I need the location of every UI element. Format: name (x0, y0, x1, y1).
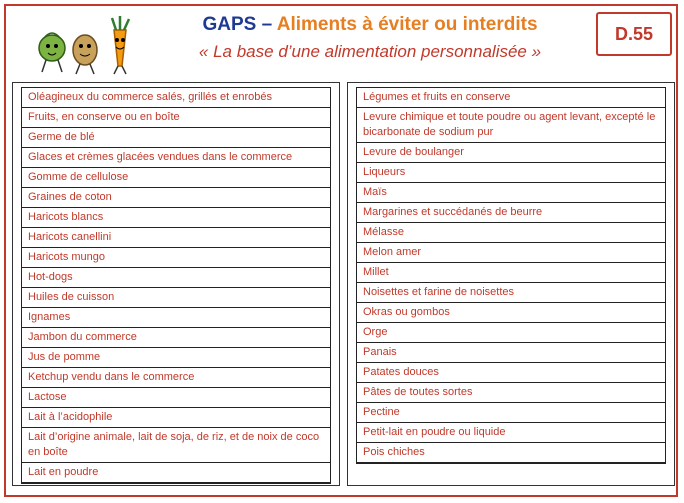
list-item: Melon amer (356, 243, 666, 263)
list-item: Légumes et fruits en conserve (356, 87, 666, 108)
list-item: Jus de pomme (21, 348, 331, 368)
list-item: Pâtes de toutes sortes (356, 383, 666, 403)
list-item: Petit-lait en poudre ou liquide (356, 423, 666, 443)
list-item: Maïs (356, 183, 666, 203)
list-item: Pectine (356, 403, 666, 423)
list-item: Fruits, en conserve ou en boîte (21, 108, 331, 128)
list-item: Panais (356, 343, 666, 363)
list-item: Ignames (21, 308, 331, 328)
list-item: Haricots canellini (21, 228, 331, 248)
list-item: Gomme de cellulose (21, 168, 331, 188)
list-item: Haricots blancs (21, 208, 331, 228)
list-item: Oléagineux du commerce salés, grillés et enrobés (21, 87, 331, 108)
list-item: Lait d’origine animale, lait de soja, de riz, et de noix de coco en boîte (21, 428, 331, 463)
list-item: Lait à l’acidophile (21, 408, 331, 428)
list-item: Lait en poudre (21, 463, 331, 484)
right-food-list (347, 82, 675, 486)
page-title (160, 14, 580, 36)
left-food-list (12, 82, 340, 486)
list-item: Levure de boulanger (356, 143, 666, 163)
list-item: Lactose (21, 388, 331, 408)
list-item: Liqueurs (356, 163, 666, 183)
list-item: Pois chiches (356, 443, 666, 464)
document-code-badge: D.55 (596, 12, 672, 56)
list-item: Haricots mungo (21, 248, 331, 268)
page-subtitle: « La base d’une alimentation personnalisée » (198, 42, 542, 61)
list-item: Patates douces (356, 363, 666, 383)
list-item: Glaces et crèmes glacées vendues dans le commerce (21, 148, 331, 168)
list-item: Jambon du commerce (21, 328, 331, 348)
list-item: Margarines et succédanés de beurre (356, 203, 666, 223)
list-item: Hot-dogs (21, 268, 331, 288)
list-item: Millet (356, 263, 666, 283)
list-item: Mélasse (356, 223, 666, 243)
list-item: Huiles de cuisson (21, 288, 331, 308)
vegetable-mascots-icon (30, 14, 140, 76)
list-item: Germe de blé (21, 128, 331, 148)
list-item: Graines de coton (21, 188, 331, 208)
list-item: Levure chimique et toute poudre ou agent levant, excepté le bicarbonate de sodium pur (356, 108, 666, 143)
title-dash: – (261, 14, 273, 35)
title-gaps: GAPS (202, 14, 257, 35)
list-item: Ketchup vendu dans le commerce (21, 368, 331, 388)
title-main: Aliments à éviter ou interdits (276, 14, 538, 35)
list-item: Okras ou gombos (356, 303, 666, 323)
list-item: Orge (356, 323, 666, 343)
list-item: Noisettes et farine de noisettes (356, 283, 666, 303)
